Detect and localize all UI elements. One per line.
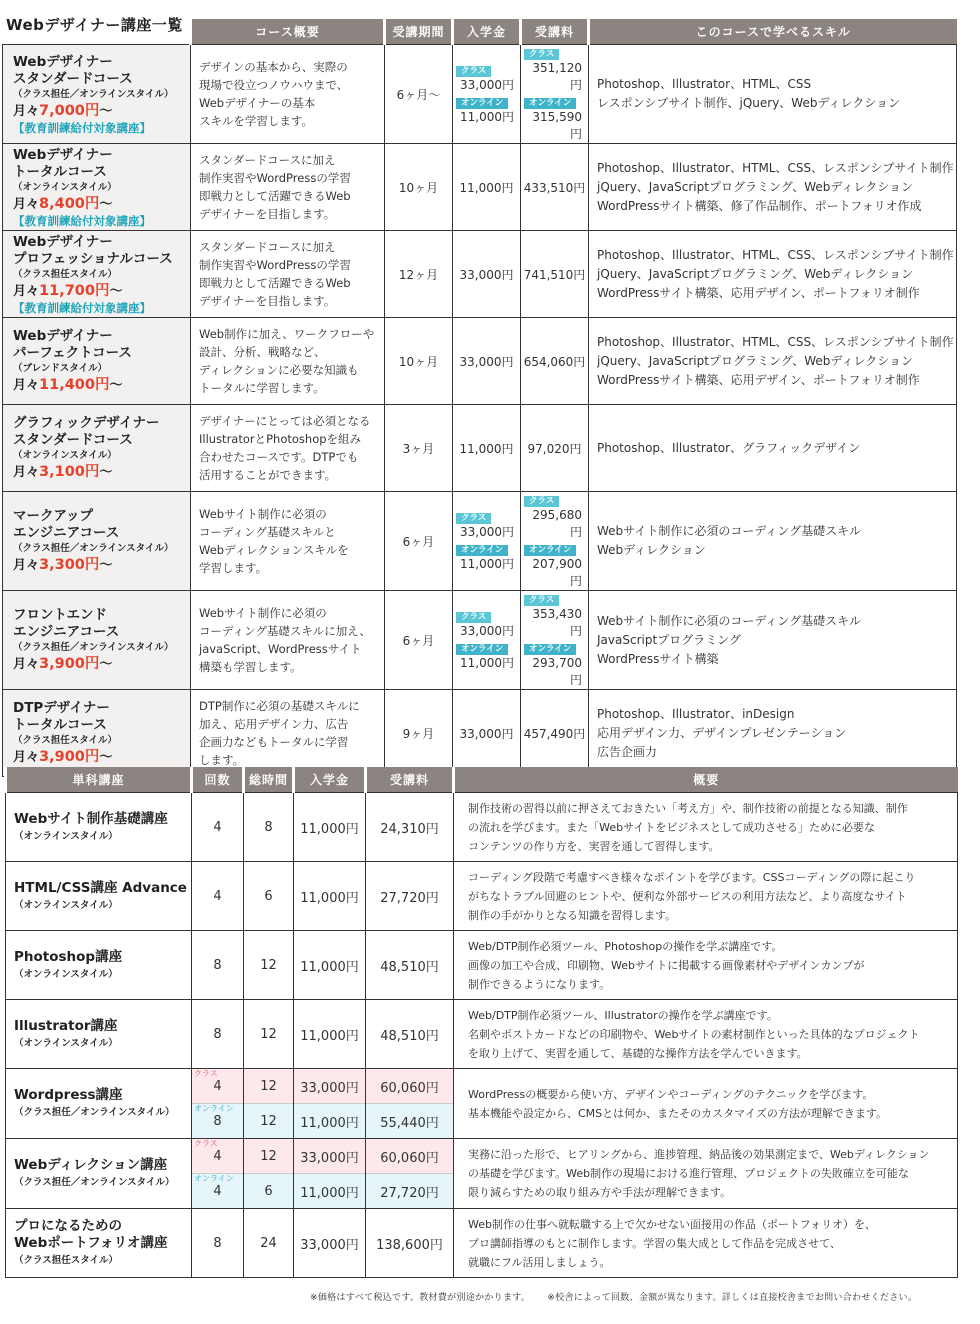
text-line: 限り減らすための取り組み方や手法が理解できます。 bbox=[468, 1186, 732, 1199]
header-tuition: 受講料 bbox=[521, 19, 589, 45]
entry-fee: 33,000円 bbox=[453, 231, 521, 318]
text-line: Photoshop、Illustrator、inDesign bbox=[597, 706, 795, 721]
monthly-price-value: 11,400円 bbox=[39, 376, 110, 393]
entry-fee: 11,000円 bbox=[294, 862, 366, 931]
course-description bbox=[191, 690, 385, 777]
tuition-cell bbox=[521, 591, 589, 690]
tuition-class: 60,060円 bbox=[380, 1080, 439, 1096]
entry-fee-online: 11,000円 bbox=[460, 557, 514, 571]
course-description bbox=[191, 45, 385, 144]
course-row bbox=[3, 492, 957, 591]
course-description bbox=[191, 318, 385, 405]
entry-fee: 33,000円 bbox=[453, 318, 521, 405]
text-line: Webディレクション bbox=[597, 543, 706, 557]
hours-online: 12 bbox=[260, 1113, 277, 1129]
course-skills bbox=[589, 144, 957, 231]
header-total-hours: 総時間 bbox=[244, 767, 294, 793]
single-course-style: （クラス担任スタイル） bbox=[14, 1255, 119, 1266]
count: 8 bbox=[192, 1000, 244, 1069]
monthly-price: 月々3,100円～ bbox=[13, 463, 113, 480]
text-line: 制作技術の習得以前に押さえておきたい「考え方」や、制作技術の前提となる知識、制作 bbox=[468, 801, 908, 815]
tuition-cell bbox=[366, 1069, 454, 1139]
text-line: スタンダードコースに加え bbox=[199, 153, 336, 167]
course-skills bbox=[589, 318, 957, 405]
single-course-style: （オンラインスタイル） bbox=[14, 899, 118, 911]
entry-fee-online: 11,000円 bbox=[460, 656, 514, 670]
online-tag: オンライン bbox=[524, 545, 576, 556]
tuition: 741,510円 bbox=[521, 231, 589, 318]
count-class: 4 bbox=[213, 1148, 222, 1164]
text-line: Web/DTP制作必須ツール、Illustratorの操作を学ぶ講座です。 bbox=[468, 1008, 778, 1022]
text-line: 加え、応用デザイン力、広告 bbox=[199, 717, 349, 731]
single-course-name-cell bbox=[6, 931, 192, 1000]
course-style: （クラス担任スタイル） bbox=[13, 268, 118, 280]
monthly-price-value: 8,400円 bbox=[39, 195, 100, 212]
text-line: 広告企画力 bbox=[597, 744, 658, 759]
text-line: 学習します。 bbox=[199, 561, 268, 575]
tuition: 138,600円 bbox=[366, 1209, 454, 1278]
text-line: IllustratorとPhotoshopを組み bbox=[199, 432, 362, 446]
course-period: 10ヶ月 bbox=[385, 144, 453, 231]
tuition-class: 295,680円 bbox=[532, 508, 582, 539]
text-line: スキルを学習します。 bbox=[199, 114, 313, 128]
single-course-row bbox=[6, 793, 958, 862]
text-line: WordPressサイト構築、応用デザイン、ポートフォリオ制作 bbox=[597, 372, 920, 387]
entry-fee-cell bbox=[453, 45, 521, 144]
course-period: 10ヶ月 bbox=[385, 318, 453, 405]
count: 4 bbox=[192, 862, 244, 931]
entry-fee-cell bbox=[294, 1139, 366, 1209]
text-line: 活用することができます。 bbox=[199, 468, 337, 482]
course-name-line2: エンジニアコース bbox=[13, 524, 120, 541]
online-tag: オンライン bbox=[524, 98, 576, 109]
course-name-cell bbox=[3, 144, 191, 231]
course-name-line2: スタンダードコース bbox=[13, 70, 133, 87]
single-course-name: Wordpress講座 bbox=[14, 1087, 123, 1103]
text-line: Photoshop、Illustrator、HTML、CSS、レスポンシブサイト制作 bbox=[597, 160, 954, 175]
class-tag: クラス bbox=[524, 49, 559, 60]
monthly-price-value: 3,900円 bbox=[39, 655, 100, 672]
text-line: 就職にフル活用しましょう。 bbox=[468, 1255, 611, 1269]
course-name-cell bbox=[3, 318, 191, 405]
text-line: 制作できるようになります。 bbox=[468, 977, 611, 991]
subsidy-badge: 【教育訓練給付対象講座】 bbox=[13, 120, 151, 135]
footnote bbox=[310, 1290, 931, 1303]
text-line: コンテンツの作り方を、実習を通して習得します。 bbox=[468, 839, 720, 853]
footnote-tax: ※価格はすべて税込です。教材費が別途かかります。 bbox=[310, 1293, 531, 1303]
text-line: を取り上げて、実習を通して、基礎的な操作方法を学んでいきます。 bbox=[468, 1046, 808, 1060]
course-name-line1: グラフィックデザイナー bbox=[13, 414, 160, 431]
text-line: 合わせたコースです。DTPでも bbox=[199, 450, 359, 464]
header-count: 回数 bbox=[192, 767, 244, 793]
single-course-summary bbox=[454, 1069, 958, 1139]
single-course-style: （クラス担任／オンラインスタイル） bbox=[14, 1177, 175, 1188]
course-name-line1: Webデザイナー bbox=[13, 327, 113, 344]
class-tag: クラス bbox=[456, 513, 491, 524]
single-course-name: HTML/CSS講座 Advance bbox=[14, 879, 187, 896]
online-mini-label: オンライン bbox=[194, 1104, 234, 1113]
single-course-row bbox=[6, 1000, 958, 1069]
tuition: 48,510円 bbox=[366, 931, 454, 1000]
header-single-course: 単科講座 bbox=[6, 767, 192, 793]
single-course-style: （オンラインスタイル） bbox=[14, 1037, 118, 1049]
single-course-name-line2: Webポートフォリオ講座 bbox=[14, 1235, 168, 1251]
entry-fee: 11,000円 bbox=[294, 931, 366, 1000]
course-skills bbox=[589, 231, 957, 318]
count-class: 4 bbox=[213, 1078, 222, 1094]
entry-fee-class: 33,000円 bbox=[300, 1080, 359, 1096]
course-period: 12ヶ月 bbox=[385, 231, 453, 318]
monthly-price: 月々3,900円～ bbox=[13, 748, 113, 765]
text-line: 構築も学習します。 bbox=[199, 660, 302, 674]
single-course-name: プロになるための bbox=[14, 1218, 122, 1234]
text-line: Photoshop、Illustrator、グラフィックデザイン bbox=[597, 440, 861, 455]
course-style: （クラス担任／オンラインスタイル） bbox=[13, 88, 174, 100]
entry-fee-class: 33,000円 bbox=[460, 525, 514, 539]
single-course-style: （クラス担任／オンラインスタイル） bbox=[14, 1107, 175, 1118]
text-line: の基礎を学びます。Web制作の現場における進行管理、プロジェクトの失敗確立を可能な bbox=[468, 1167, 909, 1180]
course-name-cell bbox=[3, 231, 191, 318]
course-row bbox=[3, 144, 957, 231]
monthly-price: 月々3,300円～ bbox=[13, 556, 113, 573]
tuition: 457,490円 bbox=[521, 690, 589, 777]
monthly-price: 月々8,400円～ bbox=[13, 195, 113, 212]
entry-fee: 11,000円 bbox=[294, 1000, 366, 1069]
count-cell bbox=[192, 1139, 244, 1209]
course-period: 6ヶ月 bbox=[385, 591, 453, 690]
text-line: 制作実習やWordPressの学習 bbox=[199, 258, 351, 272]
course-name-line2: トータルコース bbox=[13, 716, 107, 733]
course-description bbox=[191, 231, 385, 318]
subsidy-badge: 【教育訓練給付対象講座】 bbox=[13, 213, 151, 228]
tuition-cell bbox=[366, 1139, 454, 1209]
course-style: （クラス担任／オンラインスタイル） bbox=[13, 641, 174, 653]
course-row bbox=[3, 591, 957, 690]
course-name-line1: フロントエンド bbox=[13, 606, 107, 623]
text-line: プロ講師指導のもとに制作します。学習の集大成として作品を完成させて、 bbox=[468, 1236, 841, 1250]
course-name-line2: プロフェッショナルコース bbox=[13, 250, 173, 267]
text-line: DTP制作に必須の基礎スキルに bbox=[199, 699, 360, 713]
course-name-cell bbox=[3, 45, 191, 144]
tuition-online: 315,590円 bbox=[532, 110, 582, 141]
single-course-summary bbox=[454, 862, 958, 931]
text-line: 画像の加工や合成、印刷物、Webサイトに掲載する画像素材やデザインカンプが bbox=[468, 958, 865, 972]
tuition-online: 293,700円 bbox=[532, 656, 582, 687]
text-line: ディレクションに必要な知識も bbox=[199, 363, 359, 377]
monthly-price: 月々11,400円～ bbox=[13, 376, 123, 393]
class-tag: クラス bbox=[456, 66, 491, 77]
text-line: 即戦力として活躍できるWeb bbox=[199, 276, 351, 290]
course-description bbox=[191, 492, 385, 591]
course-skills bbox=[589, 492, 957, 591]
single-course-table bbox=[4, 767, 958, 1278]
course-name-line1: Webデザイナー bbox=[13, 233, 113, 250]
online-tag: オンライン bbox=[524, 644, 576, 655]
course-description bbox=[191, 144, 385, 231]
text-line: 即戦力として活躍できるWeb bbox=[199, 189, 351, 203]
course-name-line1: DTPデザイナー bbox=[13, 699, 110, 716]
online-tag: オンライン bbox=[456, 545, 508, 556]
course-skills bbox=[589, 591, 957, 690]
course-name-line2: トータルコース bbox=[13, 163, 107, 180]
course-name-line2: スタンダードコース bbox=[13, 431, 133, 448]
entry-fee: 11,000円 bbox=[453, 405, 521, 492]
tuition-class: 60,060円 bbox=[380, 1150, 439, 1166]
entry-fee-class: 33,000円 bbox=[460, 78, 514, 92]
single-course-summary bbox=[454, 1209, 958, 1278]
course-period: 6ヶ月 bbox=[385, 492, 453, 591]
entry-fee-online: 11,000円 bbox=[460, 110, 514, 124]
online-tag: オンライン bbox=[456, 98, 508, 109]
course-name-cell bbox=[3, 690, 191, 777]
text-line: 実務に沿った形で、ヒアリングから、進捗管理、納品後の効果測定まで、Webディレクション bbox=[468, 1148, 930, 1161]
single-course-name-cell bbox=[6, 1209, 192, 1278]
entry-fee: 11,000円 bbox=[453, 144, 521, 231]
tuition: 97,020円 bbox=[521, 405, 589, 492]
entry-fee: 33,000円 bbox=[453, 690, 521, 777]
tuition-cell bbox=[521, 45, 589, 144]
monthly-price-value: 11,700円 bbox=[39, 282, 110, 299]
text-line: Photoshop、Illustrator、HTML、CSS bbox=[597, 77, 812, 91]
single-course-style: （オンラインスタイル） bbox=[14, 968, 118, 980]
course-style: （オンラインスタイル） bbox=[13, 449, 117, 461]
hours-class: 12 bbox=[260, 1078, 277, 1094]
course-style: （クラス担任スタイル） bbox=[13, 734, 118, 746]
course-style: （クラス担任／オンラインスタイル） bbox=[13, 542, 174, 554]
single-course-name: Webサイト制作基礎講座 bbox=[14, 810, 168, 827]
tuition: 654,060円 bbox=[521, 318, 589, 405]
count: 8 bbox=[192, 931, 244, 1000]
class-tag: クラス bbox=[456, 612, 491, 623]
course-row bbox=[3, 405, 957, 492]
entry-fee-class: 33,000円 bbox=[300, 1150, 359, 1166]
text-line: 現場で役立つノウハウまで、 bbox=[199, 78, 349, 92]
text-line: javaScript、WordPressサイト bbox=[199, 642, 362, 656]
footnote-campus: ※校舎によって回数、金額が異なります。詳しくは直接校舎までお問い合わせください。 bbox=[547, 1293, 918, 1303]
text-line: コーディング基礎スキルと bbox=[199, 525, 336, 539]
count-cell bbox=[192, 1069, 244, 1139]
tuition: 48,510円 bbox=[366, 1000, 454, 1069]
text-line: の流れを学びます。また「Webサイトをビジネスとして成功させる」ために必要な bbox=[468, 820, 875, 834]
tuition-class: 353,430円 bbox=[532, 607, 582, 638]
text-line: Webデザイナーの基本 bbox=[199, 96, 316, 110]
text-line: Webサイト制作に必須のコーディング基礎スキル bbox=[597, 613, 862, 628]
monthly-price-value: 7,000円 bbox=[39, 102, 100, 119]
single-course-summary bbox=[454, 793, 958, 862]
text-line: WordPressサイト構築 bbox=[597, 651, 719, 666]
course-name-line2: エンジニアコース bbox=[13, 623, 120, 640]
tuition-cell bbox=[521, 492, 589, 591]
course-name-line1: Webデザイナー bbox=[13, 146, 113, 163]
single-course-row bbox=[6, 1139, 958, 1209]
tuition: 27,720円 bbox=[366, 862, 454, 931]
text-line: Webディレクションスキルを bbox=[199, 543, 349, 557]
single-course-name-cell bbox=[6, 862, 192, 931]
text-line: WordPressサイト構築、修了作品制作、ポートフォリオ作成 bbox=[597, 198, 922, 213]
count-online: 8 bbox=[213, 1113, 222, 1129]
tuition: 433,510円 bbox=[521, 144, 589, 231]
course-style: （オンラインスタイル） bbox=[13, 181, 117, 193]
text-line: コーディング基礎スキルに加え、 bbox=[199, 624, 371, 638]
text-line: jQuery、JavaScriptプログラミング、Webディレクション bbox=[597, 266, 913, 281]
single-course-name-cell bbox=[6, 793, 192, 862]
class-tag: クラス bbox=[524, 595, 559, 606]
single-course-name: Illustrator講座 bbox=[14, 1017, 118, 1034]
text-line: レスポンシブサイト制作、jQuery、Webディレクション bbox=[597, 96, 901, 110]
header-summary: 概要 bbox=[454, 767, 958, 793]
course-skills bbox=[589, 690, 957, 777]
entry-fee-online: 11,000円 bbox=[300, 1115, 359, 1131]
course-style: （ブレンドスタイル） bbox=[13, 362, 108, 374]
text-line: 名刺やポストカードなどの印刷物や、Webサイトの素材制作といった具体的なプロジェクト bbox=[468, 1027, 920, 1041]
class-mini-label: クラス bbox=[194, 1139, 218, 1148]
header-entry-fee: 入学金 bbox=[453, 19, 521, 45]
monthly-price: 月々11,700円～ bbox=[13, 282, 123, 299]
single-course-name-cell bbox=[6, 1000, 192, 1069]
online-mini-label: オンライン bbox=[194, 1174, 234, 1183]
count: 4 bbox=[192, 793, 244, 862]
course-description bbox=[191, 591, 385, 690]
hours-cell bbox=[244, 1069, 294, 1139]
text-line: します。 bbox=[199, 753, 245, 767]
single-course-row bbox=[6, 862, 958, 931]
text-line: Webサイト制作に必須の bbox=[199, 507, 327, 521]
text-line: Photoshop、Illustrator、HTML、CSS、レスポンシブサイト制作 bbox=[597, 334, 954, 349]
text-line: 制作実習やWordPressの学習 bbox=[199, 171, 351, 185]
single-course-style: （オンラインスタイル） bbox=[14, 830, 118, 842]
header-entry-fee: 入学金 bbox=[294, 767, 366, 793]
header-period: 受講期間 bbox=[385, 19, 453, 45]
text-line: 基本機能や設定から、CMSとは何か、またそのカスタマイズの方法が理解できます。 bbox=[468, 1106, 887, 1120]
hours-online: 6 bbox=[264, 1183, 273, 1199]
course-table bbox=[2, 19, 957, 777]
subsidy-badge: 【教育訓練給付対象講座】 bbox=[13, 300, 151, 315]
text-line: デザイナーを目指します。 bbox=[199, 294, 336, 308]
text-line: トータルに学習します。 bbox=[199, 381, 325, 395]
course-name-line1: マークアップ bbox=[13, 507, 94, 524]
text-line: コーディング段階で考慮すべき様々なポイントを学びます。CSSコーディングの際に起こり bbox=[468, 870, 916, 884]
tuition-online: 207,900円 bbox=[532, 557, 582, 588]
class-mini-label: クラス bbox=[194, 1069, 218, 1078]
header-overview: コース概要 bbox=[191, 19, 385, 45]
single-course-name-cell bbox=[6, 1139, 192, 1209]
text-line: デザインの基本から、実際の bbox=[199, 60, 348, 74]
single-course-name: Photoshop講座 bbox=[14, 948, 123, 965]
tuition-online: 27,720円 bbox=[380, 1185, 439, 1201]
entry-fee: 11,000円 bbox=[294, 793, 366, 862]
entry-fee-cell bbox=[453, 492, 521, 591]
header-tuition: 受講料 bbox=[366, 767, 454, 793]
monthly-price-value: 3,100円 bbox=[39, 463, 100, 480]
tuition: 24,310円 bbox=[366, 793, 454, 862]
single-course-row bbox=[6, 931, 958, 1000]
single-course-summary bbox=[454, 931, 958, 1000]
course-row bbox=[3, 318, 957, 405]
single-course-summary bbox=[454, 1139, 958, 1209]
text-line: デザイナーにとっては必須となる bbox=[199, 414, 371, 428]
course-name-line2: パーフェクトコース bbox=[13, 344, 132, 361]
course-skills bbox=[589, 45, 957, 144]
text-line: Photoshop、Illustrator、HTML、CSS、レスポンシブサイト制作 bbox=[597, 247, 954, 262]
hours-class: 12 bbox=[260, 1148, 277, 1164]
hours: 12 bbox=[244, 931, 294, 1000]
monthly-price: 月々3,900円～ bbox=[13, 655, 113, 672]
tuition-class: 351,120円 bbox=[532, 61, 582, 92]
text-line: デザイナーを目指します。 bbox=[199, 207, 336, 221]
single-course-header bbox=[6, 767, 958, 793]
course-table-header bbox=[3, 19, 957, 45]
single-course-name: Webディレクション講座 bbox=[14, 1157, 168, 1173]
text-line: jQuery、JavaScriptプログラミング、Webディレクション bbox=[597, 353, 913, 368]
text-line: Web制作の仕事へ就転職する上で欠かせない面接用の作品（ポートフォリオ）を、 bbox=[468, 1217, 876, 1231]
course-period: 3ヶ月 bbox=[385, 405, 453, 492]
header-skills: このコースで学べるスキル bbox=[589, 19, 957, 45]
tuition-online: 55,440円 bbox=[380, 1115, 439, 1131]
text-line: Web制作に加え、ワークフローや bbox=[199, 327, 375, 341]
text-line: 制作の手がかりとなる知識を習得します。 bbox=[468, 908, 677, 922]
text-line: がちなトラブル回避のヒントや、便利な外部サービスの利用方法など、より高度なサイト bbox=[468, 889, 907, 903]
text-line: 応用デザイン力、デザインプレゼンテーション bbox=[597, 725, 847, 740]
entry-fee-class: 33,000円 bbox=[460, 624, 514, 638]
course-skills bbox=[589, 405, 957, 492]
count-online: 4 bbox=[213, 1183, 222, 1199]
text-line: Web/DTP制作必須ツール、Photoshopの操作を学ぶ講座です。 bbox=[468, 939, 783, 953]
course-row bbox=[3, 45, 957, 144]
single-course-row bbox=[6, 1069, 958, 1139]
text-line: WordPressサイト構築、応用デザイン、ポートフォリオ制作 bbox=[597, 285, 920, 300]
hours: 6 bbox=[244, 862, 294, 931]
single-course-name-cell bbox=[6, 1069, 192, 1139]
text-line: Webサイト制作に必須の bbox=[199, 606, 327, 620]
online-tag: オンライン bbox=[456, 644, 508, 655]
text-line: 設計、分析、戦略など、 bbox=[199, 345, 326, 359]
hours-cell bbox=[244, 1139, 294, 1209]
course-period: 6ヶ月～ bbox=[385, 45, 453, 144]
count: 8 bbox=[192, 1209, 244, 1278]
entry-fee: 33,000円 bbox=[294, 1209, 366, 1278]
entry-fee-cell bbox=[453, 591, 521, 690]
monthly-price-value: 3,900円 bbox=[39, 748, 100, 765]
hours: 24 bbox=[244, 1209, 294, 1278]
course-name-line1: Webデザイナー bbox=[13, 53, 113, 70]
monthly-price-value: 3,300円 bbox=[39, 556, 100, 573]
hours: 12 bbox=[244, 1000, 294, 1069]
page-title: Webデザイナー講座一覧 bbox=[6, 16, 183, 34]
text-line: WordPressの概要から使い方、デザインやコーディングのテクニックを学びます。 bbox=[468, 1087, 874, 1101]
text-line: スタンダードコースに加え bbox=[199, 240, 336, 254]
text-line: JavaScriptプログラミング bbox=[597, 632, 741, 647]
text-line: Webサイト制作に必須のコーディング基礎スキル bbox=[597, 524, 862, 538]
single-course-summary bbox=[454, 1000, 958, 1069]
course-row bbox=[3, 231, 957, 318]
text-line: 企画力などもトータルに学習 bbox=[199, 735, 349, 749]
course-row bbox=[3, 690, 957, 777]
course-description bbox=[191, 405, 385, 492]
text-line: jQuery、JavaScriptプログラミング、Webディレクション bbox=[597, 179, 913, 194]
course-name-cell bbox=[3, 405, 191, 492]
hours: 8 bbox=[244, 793, 294, 862]
class-tag: クラス bbox=[524, 496, 559, 507]
entry-fee-cell bbox=[294, 1069, 366, 1139]
entry-fee-online: 11,000円 bbox=[300, 1185, 359, 1201]
course-name-cell bbox=[3, 591, 191, 690]
single-course-row bbox=[6, 1209, 958, 1278]
course-period: 9ヶ月 bbox=[385, 690, 453, 777]
course-name-cell bbox=[3, 492, 191, 591]
monthly-price: 月々7,000円～ bbox=[13, 102, 113, 119]
